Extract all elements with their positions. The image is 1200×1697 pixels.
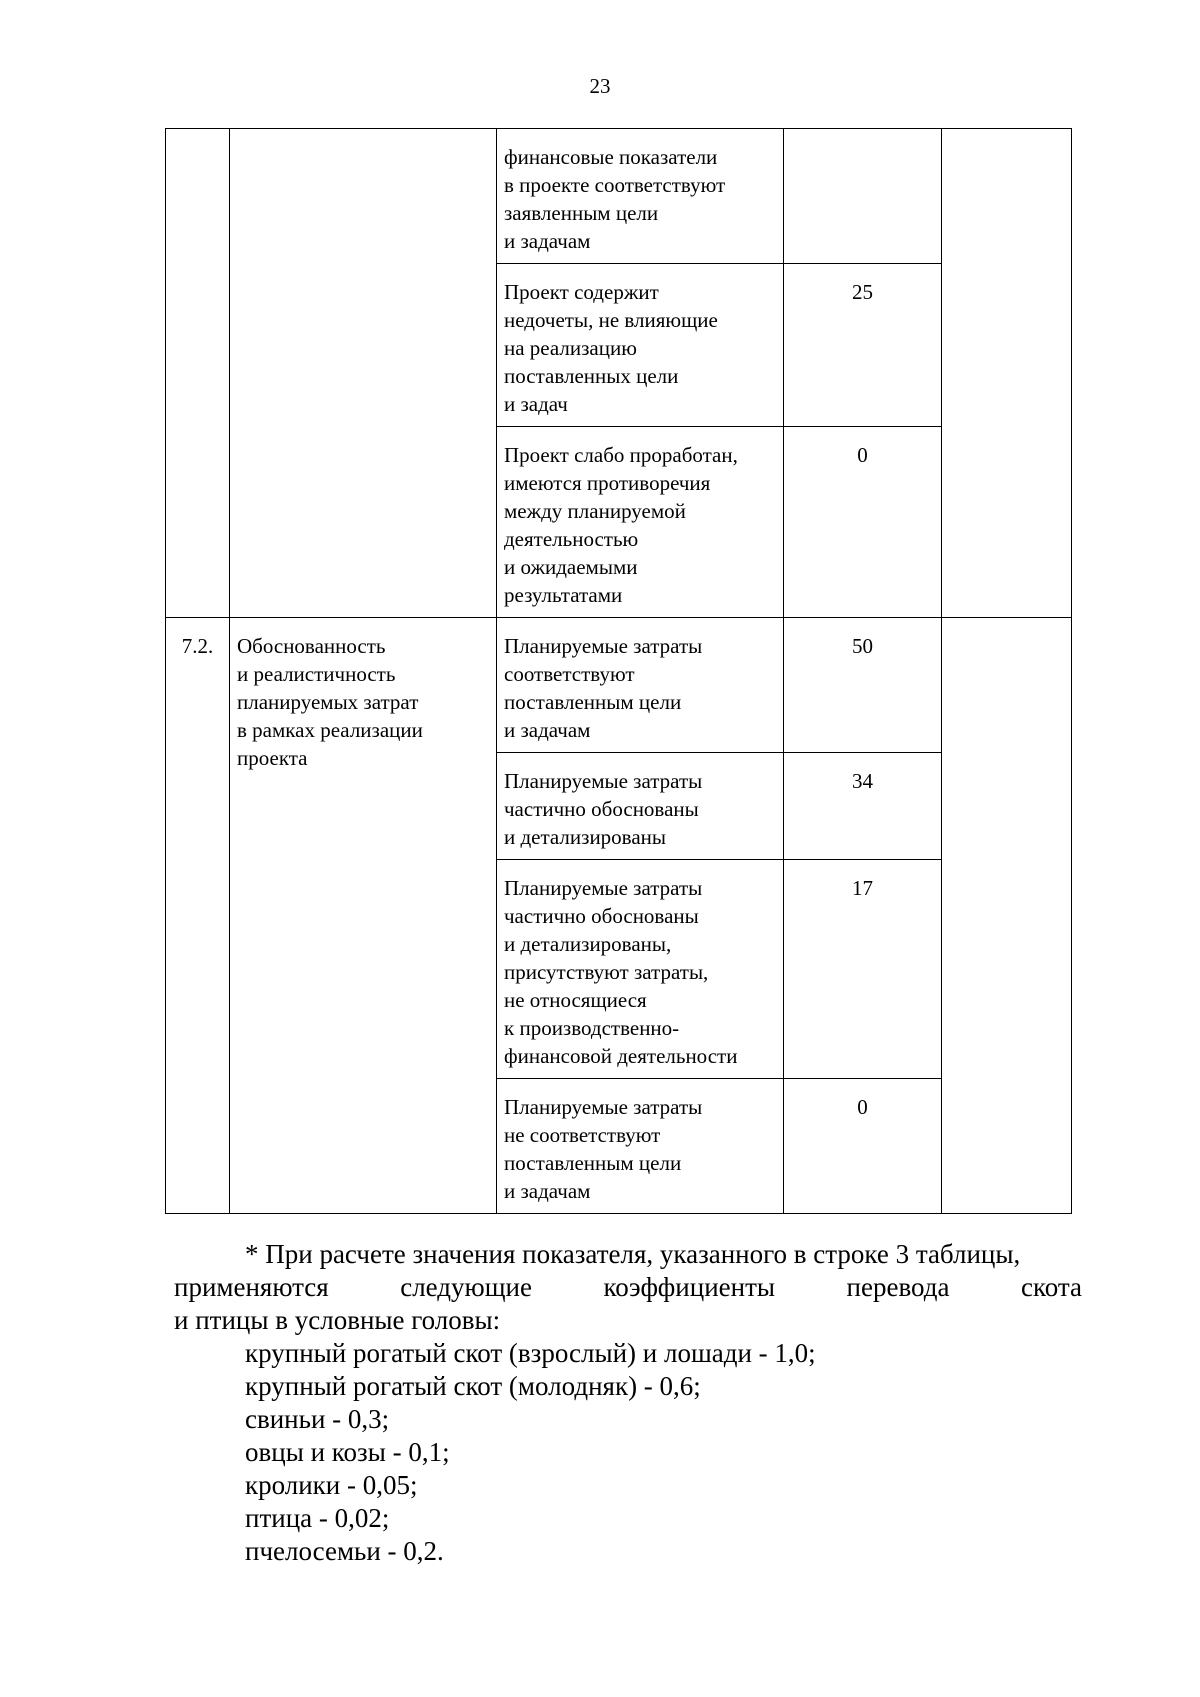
footnote-intro-line: * При расчете значения показателя, указанного в строке 3 таблицы, (245, 1239, 1021, 1269)
criterion-cell: Обоснованность и реалистичность планируемых затрат в рамках реализации проекта (230, 618, 497, 1214)
list-item: свиньи - 0,3; (245, 1404, 390, 1434)
criterion-cell (230, 129, 497, 618)
list-item: птица - 0,02; (245, 1503, 390, 1533)
list-item: овцы и козы - 0,1; (245, 1437, 450, 1467)
description-cell: Проект слабо проработан, имеются противоречия между планируемой деятельностью и ожидаемыми результатами (497, 427, 784, 618)
description-cell: Планируемые затраты соответствуют поставленным цели и задачам (497, 618, 784, 753)
row-number: 7.2. (166, 618, 230, 1214)
table-row (166, 618, 1072, 753)
row-number (166, 129, 230, 618)
score-cell: 34 (784, 753, 942, 860)
footnote-intro-line: и птицы в условные головы: (174, 1305, 501, 1335)
description-cell: Планируемые затраты частично обоснованы и детализированы (497, 753, 784, 860)
description-cell: Планируемые затраты не соответствуют поставленным цели и задачам (497, 1079, 784, 1214)
score-cell: 17 (784, 860, 942, 1079)
footnote-intro-line: применяются следующие коэффициенты перевода скота (174, 1272, 1082, 1302)
score-cell (784, 129, 942, 264)
criteria-table (165, 128, 1072, 1214)
description-cell: Проект содержит недочеты, не влияющие на реализацию поставленных цели и задач (497, 264, 784, 427)
description-cell: Планируемые затраты частично обоснованы и детализированы, присутствуют затраты, не относящиеся к производственно- финансовой деятельности (497, 860, 784, 1079)
footnote-intro (174, 1238, 1082, 1337)
score-cell: 0 (784, 1079, 942, 1214)
score-cell: 25 (784, 264, 942, 427)
footnote (174, 1238, 1082, 1568)
list-item: пчелосемьи - 0,2. (245, 1536, 444, 1566)
coefficient-list (174, 1337, 1082, 1568)
list-item: кролики - 0,05; (245, 1470, 418, 1500)
list-item: крупный рогатый скот (молодняк) - 0,6; (245, 1371, 701, 1401)
score-cell: 50 (784, 618, 942, 753)
description-cell: финансовые показатели в проекте соответствуют заявленным цели и задачам (497, 129, 784, 264)
notes-cell (942, 618, 1072, 1214)
list-item: крупный рогатый скот (взрослый) и лошади - 1,0; (245, 1338, 816, 1368)
notes-cell (942, 129, 1072, 618)
page-number: 23 (589, 74, 611, 98)
score-cell: 0 (784, 427, 942, 618)
table-row (166, 129, 1072, 264)
